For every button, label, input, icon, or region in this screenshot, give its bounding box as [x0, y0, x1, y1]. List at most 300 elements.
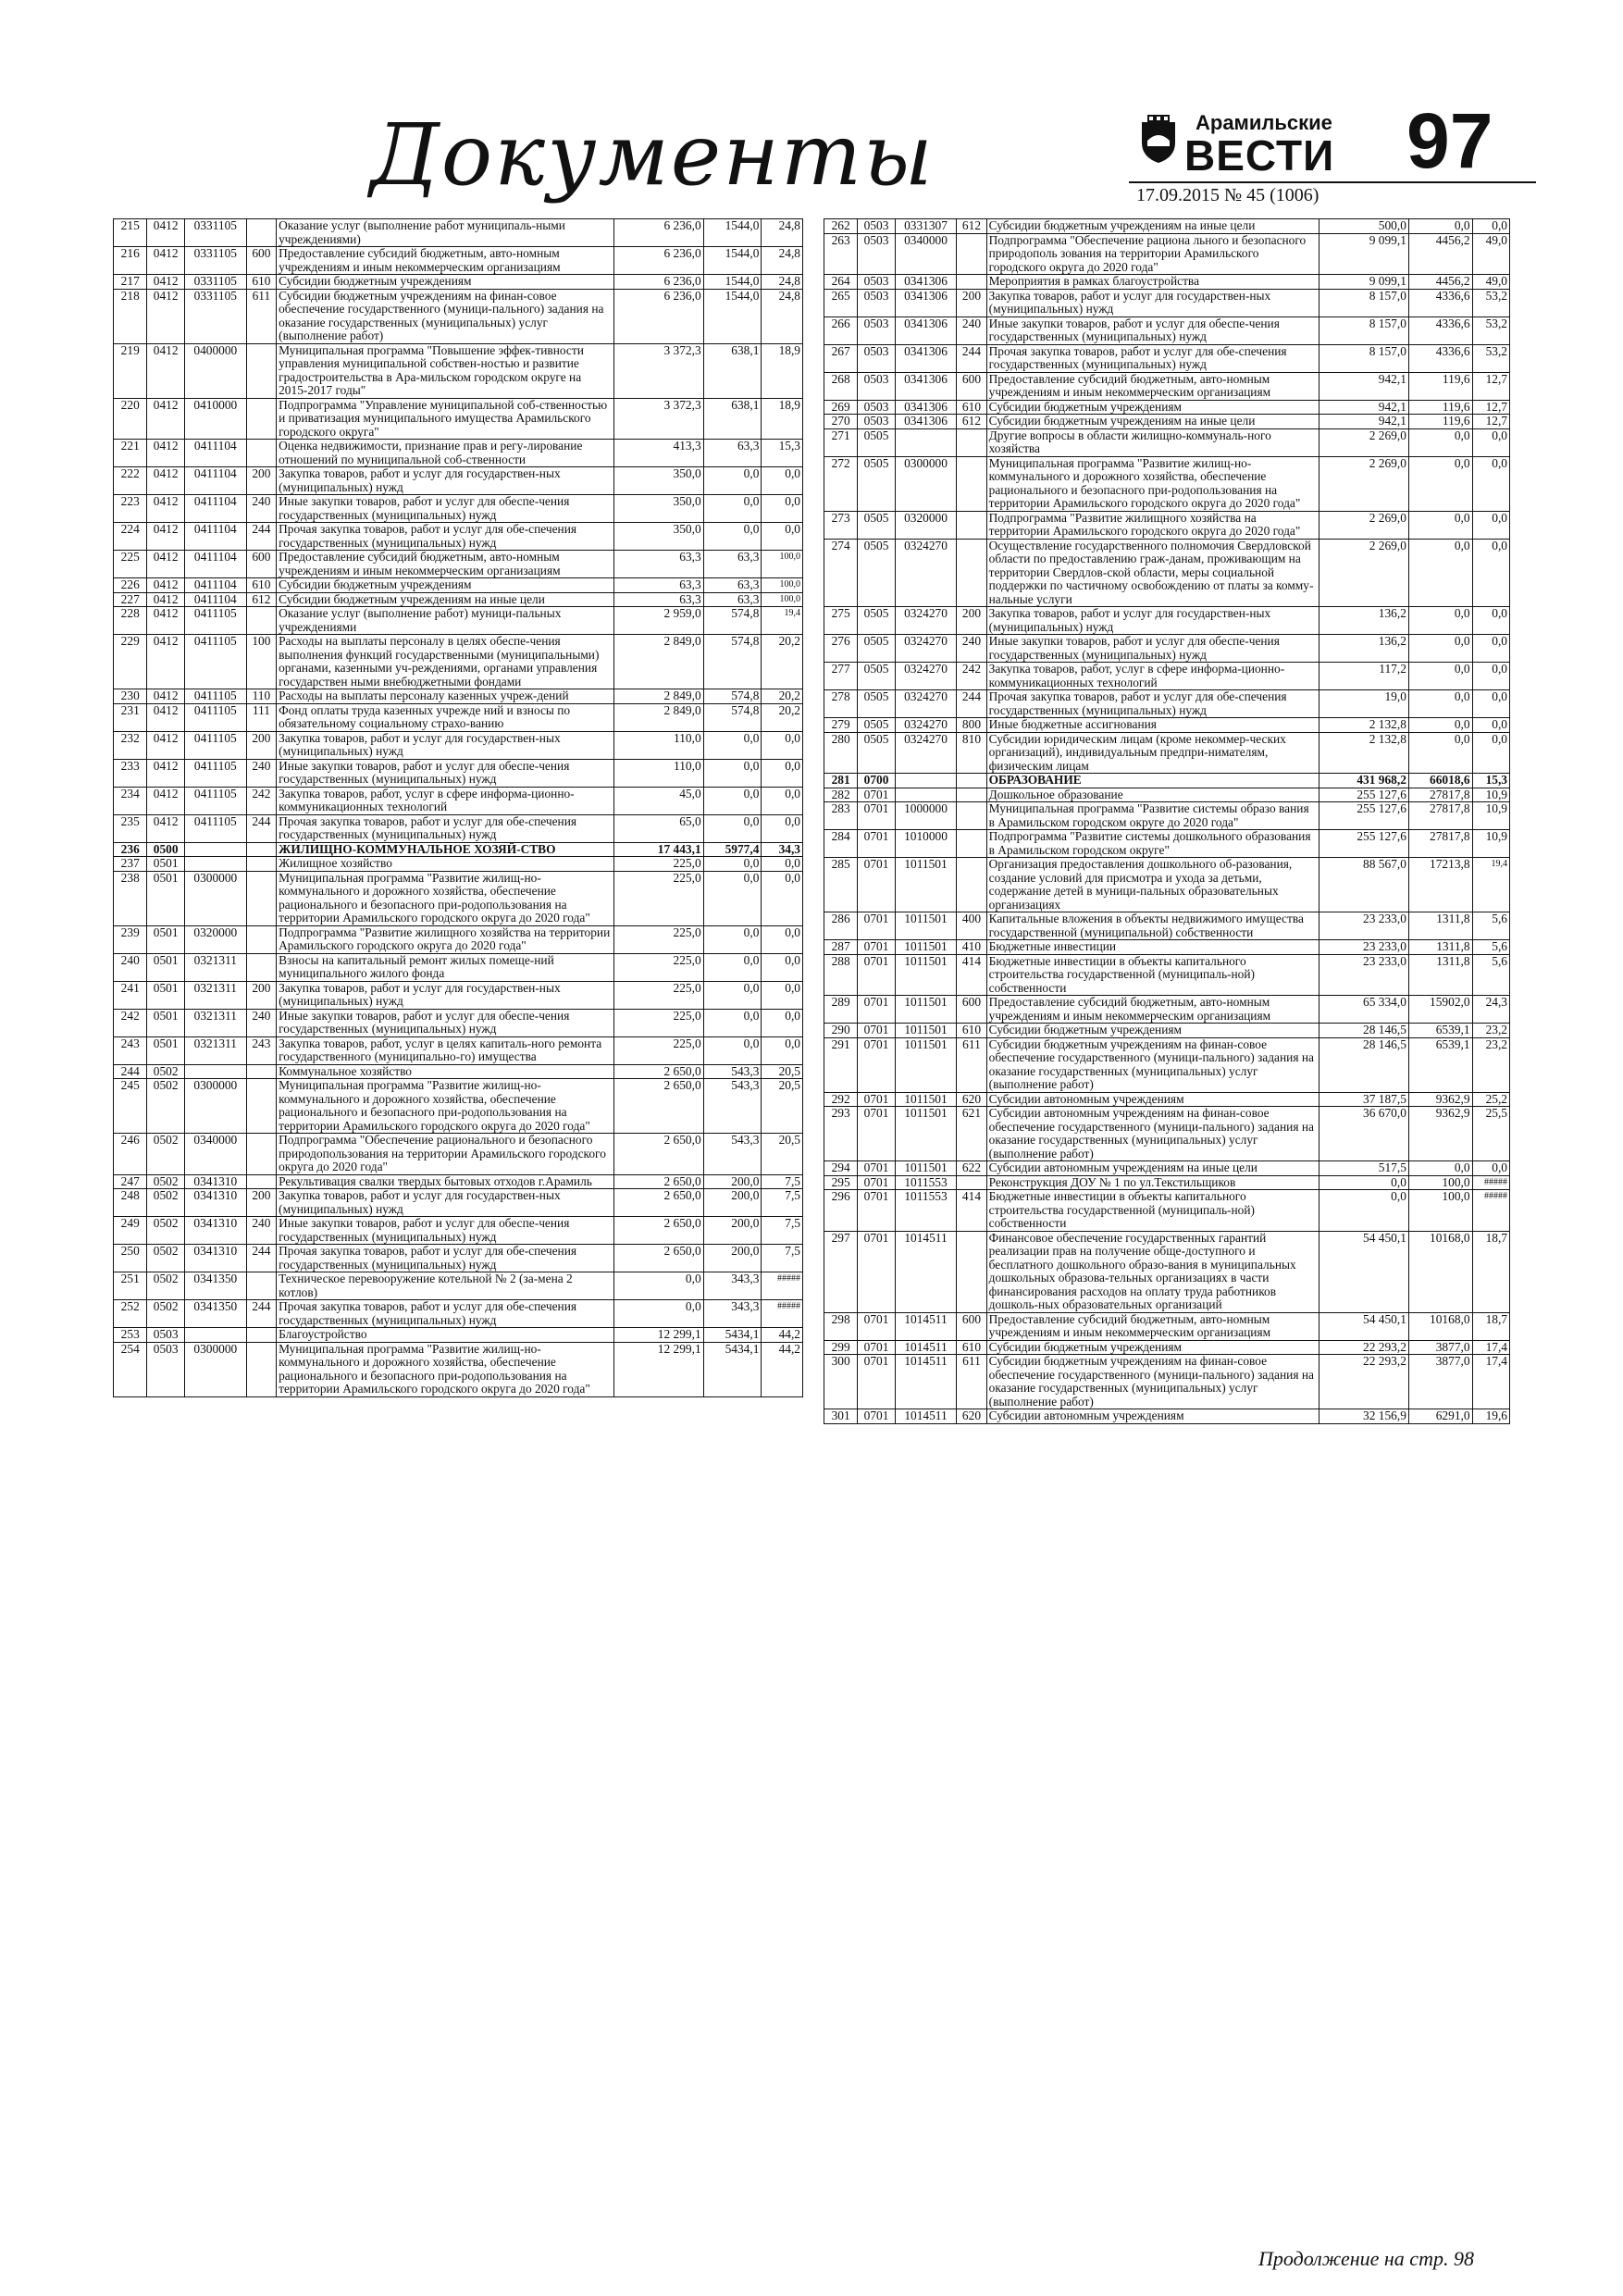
row-number: 289	[824, 996, 858, 1024]
item-description: Коммунальное хозяйство	[277, 1064, 613, 1079]
execution-percent: 20,2	[762, 635, 803, 689]
section-code: 0500	[147, 842, 184, 857]
section-code: 0701	[858, 830, 895, 858]
table-row	[114, 1189, 803, 1217]
expense-type-code	[246, 1272, 276, 1300]
section-code: 0505	[858, 635, 895, 663]
execution-percent: 0,0	[762, 1009, 803, 1036]
table-row	[824, 607, 1510, 635]
execution-percent: 44,2	[762, 1342, 803, 1396]
execution-percent: 0,0	[762, 981, 803, 1009]
row-number: 279	[824, 718, 858, 733]
row-number: 215	[114, 219, 147, 247]
table-row	[114, 857, 803, 872]
expense-type-code: 100	[246, 635, 276, 689]
target-article-code: 0341350	[184, 1272, 246, 1300]
planned-amount: 225,0	[613, 1009, 703, 1036]
planned-amount: 45,0	[613, 787, 703, 814]
expense-type-code: 200	[246, 981, 276, 1009]
table-row	[824, 428, 1510, 456]
target-article-code: 0341350	[184, 1300, 246, 1328]
target-article-code: 0411104	[184, 578, 246, 593]
execution-percent: 0,0	[1472, 456, 1509, 511]
target-article-code: 0340000	[184, 1134, 246, 1175]
target-article-code: 0341310	[184, 1189, 246, 1217]
planned-amount: 942,1	[1319, 400, 1409, 415]
target-article-code: 0411104	[184, 467, 246, 495]
section-code: 0701	[858, 1312, 895, 1340]
expense-type-code: 244	[246, 1245, 276, 1272]
expense-type-code: 200	[246, 1189, 276, 1217]
executed-amount: 6291,0	[1408, 1409, 1472, 1424]
executed-amount: 119,6	[1408, 400, 1472, 415]
execution-percent: 18,7	[1472, 1231, 1509, 1312]
executed-amount: 638,1	[703, 398, 762, 440]
expense-type-code: 600	[957, 996, 986, 1024]
item-description: Закупка товаров, работ и услуг для государствен-ных (муниципальных) нужд	[277, 981, 613, 1009]
target-article-code: 0341306	[895, 415, 957, 429]
planned-amount: 942,1	[1319, 415, 1409, 429]
execution-percent: #####	[1472, 1190, 1509, 1232]
executed-amount: 9362,9	[1408, 1092, 1472, 1107]
execution-percent: 15,3	[1472, 774, 1509, 788]
item-description: Подпрограмма "Обеспечение рациона льного и безопасного природополь зования на территории Арамильского городского округа до 2020 года"	[986, 233, 1319, 275]
planned-amount: 2 959,0	[613, 607, 703, 635]
planned-amount: 28 146,5	[1319, 1037, 1409, 1092]
expense-type-code	[246, 871, 276, 925]
planned-amount: 500,0	[1319, 219, 1409, 234]
target-article-code: 1014511	[895, 1312, 957, 1340]
table-row	[114, 343, 803, 398]
row-number: 250	[114, 1245, 147, 1272]
section-code: 0412	[147, 731, 184, 759]
executed-amount: 200,0	[703, 1217, 762, 1245]
target-article-code: 0341306	[895, 372, 957, 400]
section-code: 0701	[858, 1107, 895, 1161]
section-code: 0412	[147, 440, 184, 467]
row-number: 294	[824, 1161, 858, 1176]
section-code: 0503	[858, 233, 895, 275]
row-number: 224	[114, 523, 147, 551]
table-row	[114, 759, 803, 787]
planned-amount: 110,0	[613, 759, 703, 787]
row-number: 290	[824, 1024, 858, 1038]
table-row	[114, 1036, 803, 1064]
item-description: Субсидии автономным учреждениям	[986, 1092, 1319, 1107]
expense-type-code: 612	[957, 415, 986, 429]
execution-percent: 7,5	[762, 1217, 803, 1245]
execution-percent: 17,4	[1472, 1340, 1509, 1355]
table-row	[824, 830, 1510, 858]
execution-percent: 20,5	[762, 1079, 803, 1134]
execution-percent: 0,0	[1472, 607, 1509, 635]
expense-type-code: 620	[957, 1409, 986, 1424]
execution-percent: 100,0	[762, 592, 803, 607]
table-row	[114, 1079, 803, 1134]
section-code: 0701	[858, 912, 895, 940]
item-description: Муниципальная программа "Повышение эффек-тивности управления муниципальной собствен-ностью и развитие градостроительства в Ара-мильском городском округе на 2015-2017 годы"	[277, 343, 613, 398]
section-code: 0701	[858, 1409, 895, 1424]
section-code: 0412	[147, 814, 184, 842]
target-article-code: 0411105	[184, 814, 246, 842]
table-row	[114, 1342, 803, 1396]
target-article-code: 1011501	[895, 1037, 957, 1092]
item-description: Иные закупки товаров, работ и услуг для обеспе-чения государственных (муниципальных) нужд	[277, 1009, 613, 1036]
expense-type-code: 242	[957, 663, 986, 690]
section-code: 0501	[147, 981, 184, 1009]
execution-percent: 0,0	[762, 467, 803, 495]
expense-type-code	[246, 842, 276, 857]
planned-amount: 117,2	[1319, 663, 1409, 690]
expense-type-code: 800	[957, 718, 986, 733]
item-description: Субсидии бюджетным учреждениям на финан-совое обеспечение государственного (муници-пального) задания на оказание государственных (муниципальных) услуг (выполнение работ)	[986, 1355, 1319, 1409]
planned-amount: 350,0	[613, 523, 703, 551]
execution-percent: 0,0	[762, 814, 803, 842]
section-code: 0501	[147, 1036, 184, 1064]
table-row	[114, 1174, 803, 1189]
executed-amount: 3877,0	[1408, 1355, 1472, 1409]
planned-amount: 88 567,0	[1319, 858, 1409, 912]
item-description: Субсидии юридическим лицам (кроме некоммер-ческих организаций), индивидуальным предпри-нимателям, физическим лицам	[986, 732, 1319, 774]
town-crest-icon	[1138, 115, 1179, 165]
executed-amount: 119,6	[1408, 415, 1472, 429]
planned-amount: 3 372,3	[613, 343, 703, 398]
item-description: Благоустройство	[277, 1328, 613, 1343]
table-row	[114, 871, 803, 925]
expense-type-code	[957, 802, 986, 830]
row-number: 271	[824, 428, 858, 456]
item-description: Подпрограмма "Управление муниципальной соб-ственностью и приватизация муниципального имущества Арамильского городского округа"	[277, 398, 613, 440]
planned-amount: 0,0	[1319, 1190, 1409, 1232]
section-code: 0505	[858, 456, 895, 511]
item-description: Иные закупки товаров, работ и услуг для обеспе-чения государственных (муниципальных) нужд	[277, 759, 613, 787]
planned-amount: 2 650,0	[613, 1064, 703, 1079]
executed-amount: 0,0	[703, 871, 762, 925]
expense-type-code: 400	[957, 912, 986, 940]
target-article-code: 0411105	[184, 703, 246, 731]
section-code: 0701	[858, 1175, 895, 1190]
section-code: 0412	[147, 523, 184, 551]
item-description: Капитальные вложения в объекты недвижимого имущества государственной (муниципальной) собственности	[986, 912, 1319, 940]
row-number: 269	[824, 400, 858, 415]
row-number: 222	[114, 467, 147, 495]
table-row	[114, 592, 803, 607]
expense-type-code	[246, 1174, 276, 1189]
section-code: 0503	[147, 1328, 184, 1343]
newspaper-logo	[1138, 109, 1351, 192]
table-row	[114, 551, 803, 578]
planned-amount: 431 968,2	[1319, 774, 1409, 788]
expense-type-code	[957, 539, 986, 607]
item-description: Субсидии бюджетным учреждениям на иные цели	[986, 415, 1319, 429]
target-article-code: 1010000	[895, 830, 957, 858]
expense-type-code: 610	[957, 400, 986, 415]
planned-amount: 2 650,0	[613, 1174, 703, 1189]
executed-amount: 119,6	[1408, 372, 1472, 400]
execution-percent: 0,0	[762, 925, 803, 953]
executed-amount: 0,0	[703, 495, 762, 523]
section-code: 0503	[858, 415, 895, 429]
table-row	[824, 912, 1510, 940]
item-description: Субсидии бюджетным учреждениям	[986, 1340, 1319, 1355]
table-row	[824, 539, 1510, 607]
target-article-code	[184, 857, 246, 872]
execution-percent: 25,2	[1472, 1092, 1509, 1107]
expense-type-code: 620	[957, 1092, 986, 1107]
executed-amount: 10168,0	[1408, 1231, 1472, 1312]
row-number: 275	[824, 607, 858, 635]
logo-title: ВЕСТИ	[1184, 131, 1335, 180]
planned-amount: 136,2	[1319, 607, 1409, 635]
planned-amount: 2 132,8	[1319, 732, 1409, 774]
executed-amount: 63,3	[703, 592, 762, 607]
row-number: 251	[114, 1272, 147, 1300]
target-article-code: 0324270	[895, 690, 957, 718]
executed-amount: 0,0	[1408, 1161, 1472, 1176]
target-article-code: 0324270	[895, 718, 957, 733]
planned-amount: 6 236,0	[613, 247, 703, 275]
row-number: 248	[114, 1189, 147, 1217]
expense-type-code: 242	[246, 787, 276, 814]
section-code: 0503	[858, 219, 895, 234]
execution-percent: 18,7	[1472, 1312, 1509, 1340]
executed-amount: 4336,6	[1408, 344, 1472, 372]
table-row	[114, 703, 803, 731]
section-code: 0701	[858, 996, 895, 1024]
row-number: 276	[824, 635, 858, 663]
right-column	[824, 218, 1510, 1424]
section-code: 0701	[858, 1340, 895, 1355]
table-row	[824, 1355, 1510, 1409]
item-description: Прочая закупка товаров, работ и услуг для обе-спечения государственных (муниципальных) нужд	[277, 1245, 613, 1272]
target-article-code: 1011501	[895, 1024, 957, 1038]
execution-percent: 18,9	[762, 343, 803, 398]
execution-percent: 53,2	[1472, 316, 1509, 344]
execution-percent: 25,5	[1472, 1107, 1509, 1161]
target-article-code: 0341306	[895, 289, 957, 316]
planned-amount: 2 650,0	[613, 1217, 703, 1245]
executed-amount: 15902,0	[1408, 996, 1472, 1024]
execution-percent: 15,3	[762, 440, 803, 467]
row-number: 242	[114, 1009, 147, 1036]
target-article-code: 0331307	[895, 219, 957, 234]
executed-amount: 0,0	[1408, 456, 1472, 511]
table-row	[114, 440, 803, 467]
planned-amount: 63,3	[613, 551, 703, 578]
execution-percent: 20,2	[762, 689, 803, 704]
planned-amount: 63,3	[613, 578, 703, 593]
expense-type-code	[957, 456, 986, 511]
row-number: 228	[114, 607, 147, 635]
planned-amount: 2 849,0	[613, 703, 703, 731]
execution-percent: 12,7	[1472, 400, 1509, 415]
section-code: 0701	[858, 1037, 895, 1092]
item-description: Закупка товаров, работ, услуг в целях капиталь-ного ремонта государственного (муниципально-го) имущества	[277, 1036, 613, 1064]
expense-type-code	[246, 1342, 276, 1396]
planned-amount: 2 269,0	[1319, 539, 1409, 607]
target-article-code	[184, 1064, 246, 1079]
item-description: Финансовое обеспечение государственных гарантий реализации прав на получение обще-доступного и бесплатного дошкольного образо-вания в муниципальных дошкольных образова-тельных организациях в части финансирования расходов на оплату труда работников дошколь-ных образовательных организаций	[986, 1231, 1319, 1312]
target-article-code: 0320000	[184, 925, 246, 953]
row-number: 246	[114, 1134, 147, 1175]
section-code: 0502	[147, 1300, 184, 1328]
target-article-code: 0331105	[184, 289, 246, 343]
target-article-code	[184, 1328, 246, 1343]
executed-amount: 200,0	[703, 1189, 762, 1217]
row-number: 237	[114, 857, 147, 872]
item-description: Прочая закупка товаров, работ и услуг для обе-спечения государственных (муниципальных) нужд	[277, 523, 613, 551]
execution-percent: 0,0	[762, 495, 803, 523]
section-code: 0501	[147, 925, 184, 953]
row-number: 235	[114, 814, 147, 842]
section-code: 0412	[147, 467, 184, 495]
section-code: 0502	[147, 1245, 184, 1272]
executed-amount: 0,0	[1408, 732, 1472, 774]
planned-amount: 22 293,2	[1319, 1355, 1409, 1409]
item-description: Закупка товаров, работ и услуг для государствен-ных (муниципальных) нужд	[986, 607, 1319, 635]
table-row	[114, 689, 803, 704]
executed-amount: 6539,1	[1408, 1037, 1472, 1092]
planned-amount: 225,0	[613, 953, 703, 981]
planned-amount: 23 233,0	[1319, 912, 1409, 940]
row-number: 284	[824, 830, 858, 858]
item-description: Реконструкция ДОУ № 1 по ул.Текстильщиков	[986, 1175, 1319, 1190]
table-row	[824, 1190, 1510, 1232]
table-row	[824, 954, 1510, 996]
row-number: 254	[114, 1342, 147, 1396]
executed-amount: 1544,0	[703, 289, 762, 343]
executed-amount: 66018,6	[1408, 774, 1472, 788]
row-number: 230	[114, 689, 147, 704]
item-description: Предоставление субсидий бюджетным, авто-номным учреждениям и иным некоммерческим организациям	[277, 551, 613, 578]
section-code: 0412	[147, 343, 184, 398]
execution-percent: 0,0	[762, 953, 803, 981]
planned-amount: 2 269,0	[1319, 456, 1409, 511]
table-row	[824, 1409, 1510, 1424]
planned-amount: 255 127,6	[1319, 788, 1409, 802]
table-row	[114, 607, 803, 635]
executed-amount: 6539,1	[1408, 1024, 1472, 1038]
row-number: 280	[824, 732, 858, 774]
section-code: 0503	[858, 372, 895, 400]
executed-amount: 0,0	[1408, 690, 1472, 718]
item-description: Иные закупки товаров, работ и услуг для обеспе-чения государственных (муниципальных) нужд	[277, 1217, 613, 1245]
target-article-code: 1011553	[895, 1190, 957, 1232]
executed-amount: 574,8	[703, 689, 762, 704]
executed-amount: 0,0	[703, 981, 762, 1009]
expense-type-code: 240	[246, 759, 276, 787]
planned-amount: 23 233,0	[1319, 954, 1409, 996]
section-code: 0412	[147, 398, 184, 440]
planned-amount: 37 187,5	[1319, 1092, 1409, 1107]
expense-type-code: 240	[246, 1217, 276, 1245]
expense-type-code: 610	[957, 1340, 986, 1355]
expense-type-code: 611	[246, 289, 276, 343]
table-row	[824, 940, 1510, 955]
target-article-code: 0331105	[184, 247, 246, 275]
table-row	[114, 1009, 803, 1036]
section-code: 0503	[858, 344, 895, 372]
expense-type-code: 410	[957, 940, 986, 955]
table-row	[824, 732, 1510, 774]
planned-amount: 136,2	[1319, 635, 1409, 663]
execution-percent: 7,5	[762, 1245, 803, 1272]
executed-amount: 0,0	[703, 814, 762, 842]
row-number: 277	[824, 663, 858, 690]
row-number: 217	[114, 275, 147, 290]
executed-amount: 638,1	[703, 343, 762, 398]
section-code: 0701	[858, 788, 895, 802]
row-number: 239	[114, 925, 147, 953]
row-number: 270	[824, 415, 858, 429]
row-number: 243	[114, 1036, 147, 1064]
table-row	[114, 1245, 803, 1272]
planned-amount: 2 650,0	[613, 1079, 703, 1134]
expense-type-code: 610	[246, 578, 276, 593]
target-article-code: 0340000	[895, 233, 957, 275]
expense-type-code: 110	[246, 689, 276, 704]
item-description: Прочая закупка товаров, работ и услуг для обе-спечения государственных (муниципальных) нужд	[277, 814, 613, 842]
execution-percent: 0,0	[762, 731, 803, 759]
planned-amount: 8 157,0	[1319, 344, 1409, 372]
target-article-code: 0341306	[895, 275, 957, 290]
table-row	[114, 578, 803, 593]
execution-percent: 20,2	[762, 703, 803, 731]
planned-amount: 12 299,1	[613, 1328, 703, 1343]
planned-amount: 65,0	[613, 814, 703, 842]
item-description: Подпрограмма "Развитие системы дошкольного образования в Арамильском городском округе"	[986, 830, 1319, 858]
target-article-code: 0324270	[895, 607, 957, 635]
executed-amount: 0,0	[1408, 607, 1472, 635]
execution-percent: 24,8	[762, 247, 803, 275]
section-code: 0412	[147, 551, 184, 578]
item-description: Оценка недвижимости, признание прав и регу-лирование отношений по муниципальной соб-ственности	[277, 440, 613, 467]
section-code: 0701	[858, 954, 895, 996]
item-description: Муниципальная программа "Развитие системы образо вания в Арамильском городском округе до 2020 года"	[986, 802, 1319, 830]
planned-amount: 225,0	[613, 981, 703, 1009]
planned-amount: 32 156,9	[1319, 1409, 1409, 1424]
planned-amount: 9 099,1	[1319, 275, 1409, 290]
continued-note: Продолжение на стр. 98	[1258, 2247, 1474, 2270]
expense-type-code	[246, 857, 276, 872]
item-description: Предоставление субсидий бюджетным, авто-номным учреждениям и иным некоммерческим организациям	[986, 372, 1319, 400]
row-number: 225	[114, 551, 147, 578]
budget-table-right	[824, 218, 1510, 1424]
executed-amount: 100,0	[1408, 1175, 1472, 1190]
row-number: 297	[824, 1231, 858, 1312]
expense-type-code: 240	[246, 495, 276, 523]
executed-amount: 543,3	[703, 1079, 762, 1134]
table-row	[824, 1037, 1510, 1092]
table-row	[824, 316, 1510, 344]
executed-amount: 200,0	[703, 1174, 762, 1189]
executed-amount: 4336,6	[1408, 289, 1472, 316]
execution-percent: 10,9	[1472, 802, 1509, 830]
execution-percent: 19,4	[762, 607, 803, 635]
table-row	[824, 1312, 1510, 1340]
executed-amount: 574,8	[703, 703, 762, 731]
row-number: 288	[824, 954, 858, 996]
table-row	[114, 925, 803, 953]
execution-percent: 0,0	[1472, 1161, 1509, 1176]
section-code: 0701	[858, 1161, 895, 1176]
item-description: Субсидии бюджетным учреждениям на иные цели	[986, 219, 1319, 234]
row-number: 238	[114, 871, 147, 925]
section-code: 0412	[147, 635, 184, 689]
row-number: 296	[824, 1190, 858, 1232]
table-row	[824, 996, 1510, 1024]
table-row	[824, 1231, 1510, 1312]
